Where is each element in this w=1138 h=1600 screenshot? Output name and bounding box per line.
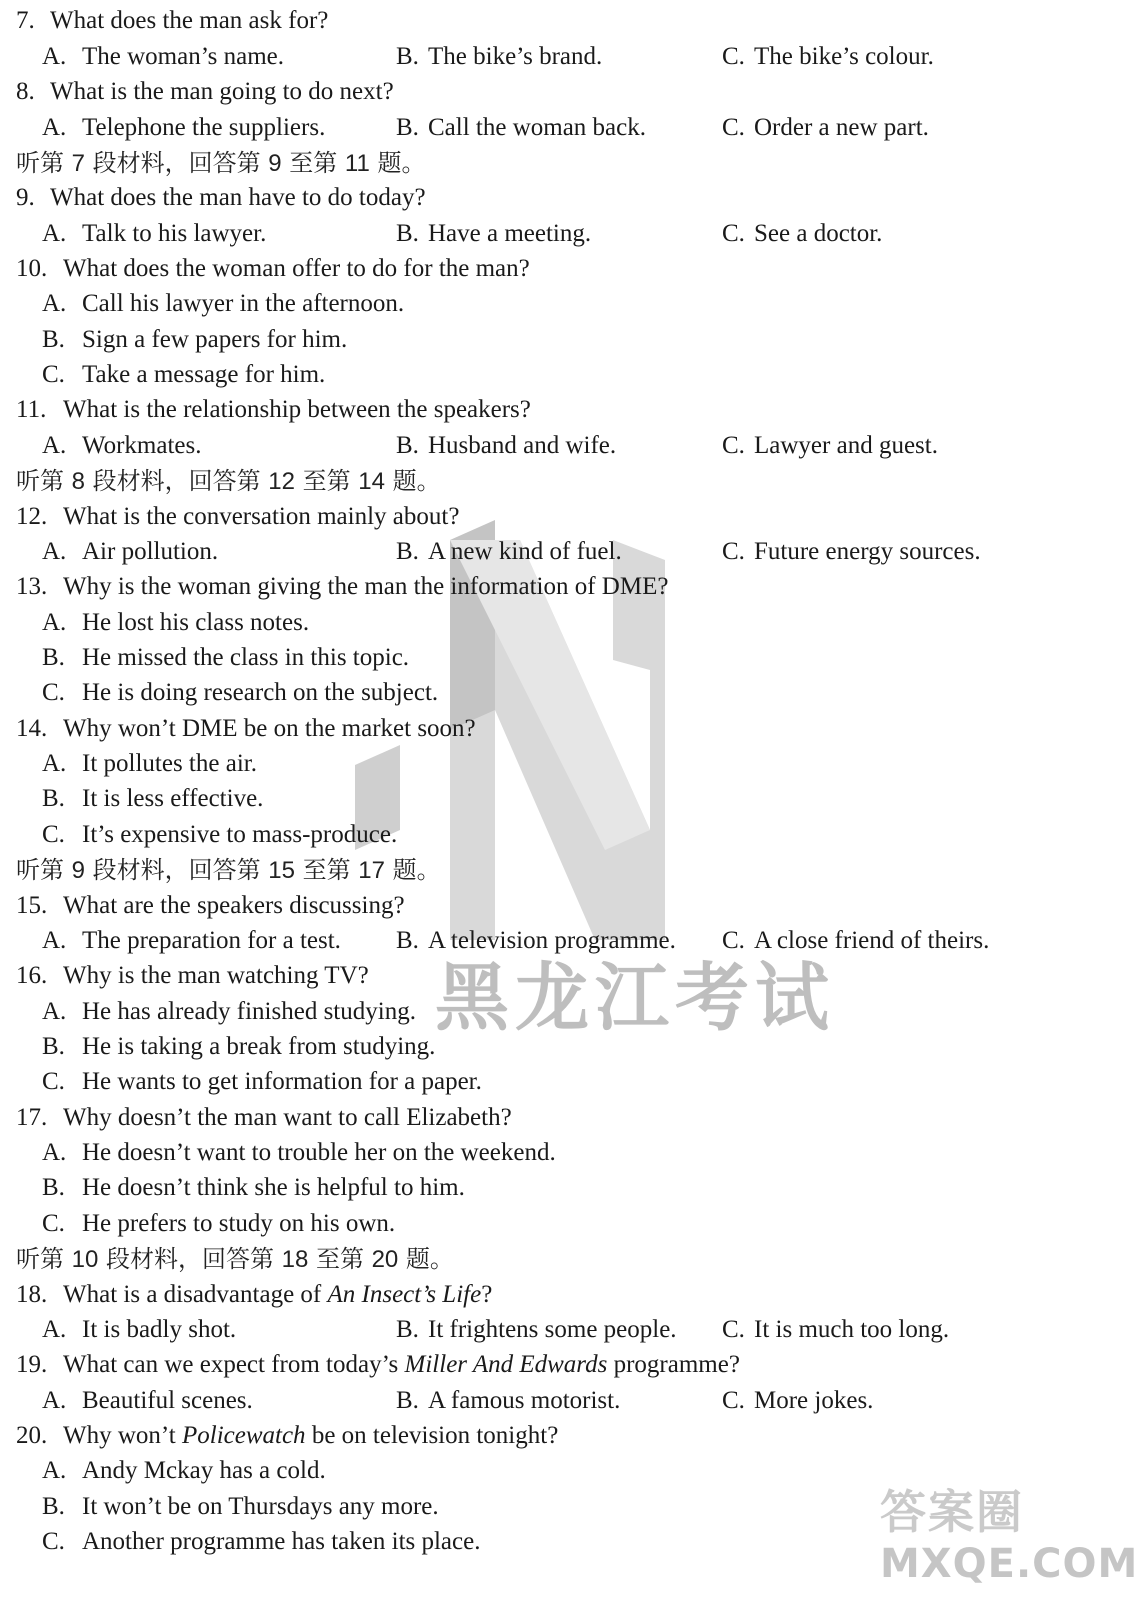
option-text: Husband and wife. [428,432,617,459]
option-text: A famous motorist. [428,1387,621,1414]
question-number: 9. [16,184,35,211]
section-word: 段材料，回答第 [85,856,269,884]
question-number: 19. [16,1351,48,1378]
option-row [0,216,1075,252]
option-text: He wants to get information for a paper. [82,1068,482,1095]
question-number: 16. [16,962,48,989]
question-number: 14. [16,715,48,742]
question-text-main: What is the relationship between the speakers? [63,396,531,423]
option-letter: B. [396,927,419,954]
section-number: 7 [71,150,85,177]
option-text: Air pollution. [82,538,219,565]
question-number: 8. [16,78,35,105]
option-text: More jokes. [754,1387,874,1414]
option-letter: C. [42,679,65,706]
section-word: 听第 [16,856,72,884]
option-letter: A. [42,1139,67,1166]
option-letter: C. [42,1528,65,1555]
section-word: 听第 [16,467,72,495]
section-number: 9 [268,150,282,177]
option-letter: B. [42,1493,65,1520]
option-text: It’s expensive to mass-produce. [82,821,398,848]
section-number: 9 [71,857,85,884]
question-text [50,74,394,110]
section-heading-text [16,463,441,500]
option-row [0,1206,1075,1242]
option-letter: C. [722,1387,745,1414]
question-text-main: Why won’t DME be on the market soon? [63,715,476,742]
question-text [63,499,459,535]
question-text [63,392,531,428]
section-word: 段材料，回答第 [98,1245,282,1273]
option-letter: B. [42,644,65,671]
section-word: 段材料，回答第 [85,467,269,495]
option-row [0,110,1075,146]
option-letter: C. [42,1068,65,1095]
question-text [50,180,426,216]
question-line [0,392,1075,428]
question-number: 20. [16,1422,48,1449]
option-text: Beautiful scenes. [82,1387,253,1414]
option-row [0,322,1075,358]
section-number: 10 [71,1246,99,1273]
section-heading [0,145,1075,181]
option-text: The preparation for a test. [82,927,341,954]
section-word: 题。 [398,1245,454,1273]
option-letter: C. [42,821,65,848]
section-number: 15 [268,857,295,884]
option-row [0,1312,1075,1348]
option-letter: B. [42,326,65,353]
question-text-main: What can we expect from today’s [63,1351,405,1378]
question-line [0,251,1075,287]
option-row [0,1489,1075,1525]
section-heading-text [16,1241,454,1278]
option-text: Talk to his lawyer. [82,220,267,247]
option-text: Take a message for him. [82,361,326,388]
question-line [0,3,1075,39]
option-letter: C. [722,220,745,247]
watermark-text: 黑龙江考试 [435,955,835,1041]
section-number: 8 [71,468,85,495]
option-letter: C. [42,361,65,388]
option-letter: C. [722,432,745,459]
option-text: It pollutes the air. [82,750,257,777]
option-letter: A. [42,1387,67,1414]
option-text: Sign a few papers for him. [82,326,348,353]
section-word: 听第 [16,149,72,177]
option-letter: A. [42,43,67,70]
option-text: Call the woman back. [428,114,646,141]
question-line [0,1277,1075,1313]
question-text [63,251,530,287]
option-row [0,746,1075,782]
option-text: Future energy sources. [754,538,981,565]
option-letter: C. [722,43,745,70]
option-text: The bike’s brand. [428,43,603,70]
option-letter: B. [396,43,419,70]
option-row [0,1135,1075,1171]
section-number: 14 [358,468,385,495]
option-letter: B. [42,1033,65,1060]
section-word: 至第 [281,149,345,177]
question-text [63,888,405,924]
question-number: 11. [16,396,47,423]
option-row [0,428,1075,464]
question-text-main: What does the woman offer to do for the man? [63,255,530,282]
option-letter: C. [722,927,745,954]
option-letter: A. [42,750,67,777]
option-text: Andy Mckay has a cold. [82,1457,326,1484]
option-text: Telephone the suppliers. [82,114,326,141]
section-word: 至第 [294,467,359,495]
option-row [0,1170,1075,1206]
section-number: 11 [344,150,370,177]
question-number: 7. [16,7,35,34]
option-text: A new kind of fuel. [428,538,622,565]
question-text-title: Miller And Edwards [404,1351,608,1378]
section-word: 段材料，回答第 [85,149,269,177]
section-number: 20 [371,1246,399,1273]
option-row [0,923,1075,959]
question-text-end: programme? [607,1351,740,1378]
option-letter: A. [42,538,67,565]
option-text: See a doctor. [754,220,883,247]
option-letter: B. [42,1174,65,1201]
section-number: 17 [358,857,385,884]
question-line [0,1100,1075,1136]
question-number: 18. [16,1281,48,1308]
question-line [0,1347,1075,1383]
option-letter: B. [396,114,419,141]
question-line [0,1418,1075,1454]
option-text: A television programme. [428,927,676,954]
option-text: Order a new part. [754,114,929,141]
option-text: The woman’s name. [82,43,285,70]
question-line [0,569,1075,605]
option-text: Lawyer and guest. [754,432,938,459]
option-letter: A. [42,432,67,459]
option-letter: C. [722,538,745,565]
question-text [63,711,476,747]
option-letter: B. [42,785,65,812]
question-line [0,499,1075,535]
question-text-main: Why doesn’t the man want to call Elizabeth? [63,1104,512,1131]
section-number: 18 [281,1246,309,1273]
option-text: Workmates. [82,432,202,459]
option-row [0,534,1075,570]
question-number: 17. [16,1104,48,1131]
option-text: The bike’s colour. [754,43,934,70]
option-letter: B. [396,432,419,459]
option-letter: A. [42,927,67,954]
option-text: It frightens some people. [428,1316,677,1343]
section-number: 12 [268,468,295,495]
option-text: He doesn’t think she is helpful to him. [82,1174,465,1201]
question-text-main: What does the man have to do today? [50,184,426,211]
option-text: Call his lawyer in the afternoon. [82,290,405,317]
option-row [0,1453,1075,1489]
option-letter: A. [42,114,67,141]
question-text-main: What is the conversation mainly about? [63,503,460,530]
question-text-main: What are the speakers discussing? [63,892,405,919]
option-text: He is taking a break from studying. [82,1033,436,1060]
option-text: It is much too long. [754,1316,950,1343]
question-text-main: Why won’t [63,1422,182,1449]
option-letter: A. [42,220,67,247]
question-text-main: Why is the man watching TV? [63,962,369,989]
option-letter: C. [42,1210,65,1237]
section-word: 至第 [308,1245,372,1273]
section-word: 题。 [384,467,441,495]
question-text-end: be on television tonight? [305,1422,559,1449]
option-row [0,286,1075,322]
option-letter: C. [722,1316,745,1343]
section-word: 至第 [294,856,359,884]
question-line [0,888,1075,924]
question-text-title: An Insect’s Life [327,1281,482,1308]
question-text [63,1100,512,1136]
option-text: He prefers to study on his own. [82,1210,396,1237]
question-text [63,958,369,994]
option-text: Have a meeting. [428,220,592,247]
option-text: It won’t be on Thursdays any more. [82,1493,439,1520]
question-text [50,3,328,39]
option-row [0,817,1075,853]
option-letter: B. [396,220,419,247]
option-row [0,1064,1075,1100]
option-letter: A. [42,1316,67,1343]
option-row [0,39,1075,75]
option-text: He is doing research on the subject. [82,679,439,706]
section-word: 题。 [384,856,441,884]
option-letter: A. [42,998,67,1025]
section-word: 题。 [369,149,426,177]
section-heading [0,852,1075,888]
option-row [0,1383,1075,1419]
question-text-main: Why is the woman giving the man the information of DME? [63,573,669,600]
question-text-end: ? [481,1281,493,1308]
section-heading-text [16,852,441,889]
corner-watermark-url: MXQE.COM [880,1541,1138,1587]
option-row [0,1524,1075,1560]
question-text [63,1418,558,1454]
question-line [0,711,1075,747]
option-letter: B. [396,538,419,565]
section-heading [0,1241,1075,1277]
question-text-main: What does the man ask for? [50,7,329,34]
question-text-main: What is a disadvantage of [63,1281,328,1308]
question-number: 13. [16,573,48,600]
option-text: A close friend of theirs. [754,927,990,954]
option-row [0,605,1075,641]
option-text: He missed the class in this topic. [82,644,410,671]
option-row [0,781,1075,817]
option-letter: A. [42,1457,67,1484]
question-text [63,1347,740,1383]
option-text: Another programme has taken its place. [82,1528,481,1555]
option-text: He has already finished studying. [82,998,416,1025]
question-number: 15. [16,892,48,919]
section-word: 听第 [16,1245,72,1273]
question-text-main: What is the man going to do next? [50,78,394,105]
option-letter: A. [42,290,67,317]
question-number: 10. [16,255,48,282]
question-number: 12. [16,503,48,530]
question-text [63,1277,492,1313]
option-letter: B. [396,1387,419,1414]
option-letter: C. [722,114,745,141]
option-letter: A. [42,609,67,636]
option-row [0,640,1075,676]
option-letter: B. [396,1316,419,1343]
question-line [0,180,1075,216]
section-heading-text [16,145,425,182]
option-text: He doesn’t want to trouble her on the weekend. [82,1139,556,1166]
option-row [0,675,1075,711]
option-text: He lost his class notes. [82,609,310,636]
section-heading [0,463,1075,499]
option-row [0,357,1075,393]
option-text: It is badly shot. [82,1316,237,1343]
option-text: It is less effective. [82,785,264,812]
question-text [63,569,668,605]
corner-watermark-cn: 答案圈 [880,1485,1024,1539]
question-text-title: Policewatch [181,1422,306,1449]
question-line [0,74,1075,110]
